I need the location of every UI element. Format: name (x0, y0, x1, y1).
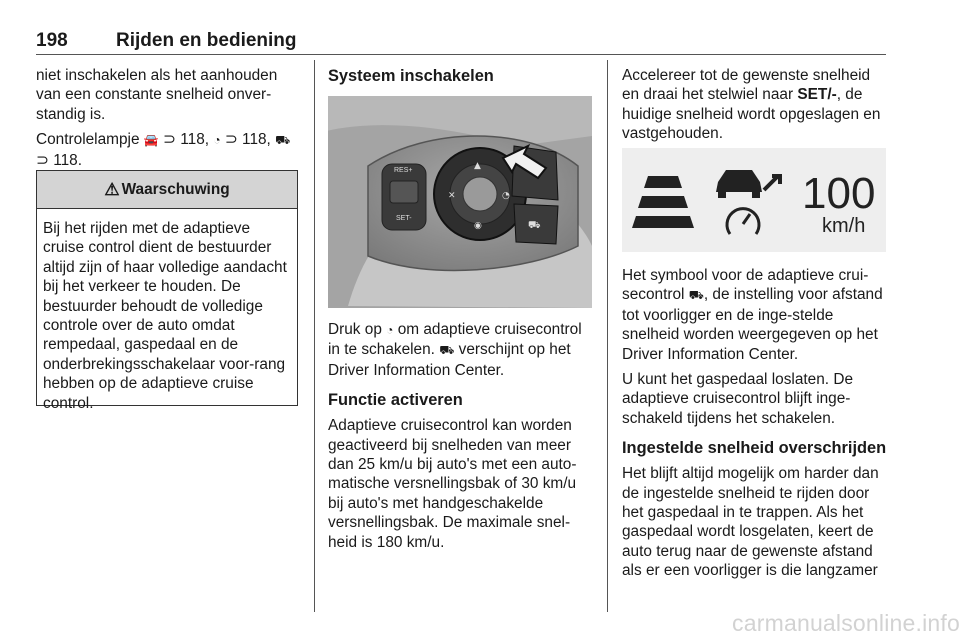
page-reference-arrow-icon: ⊃ (224, 131, 238, 149)
distance-bar-3 (632, 216, 694, 228)
column-2 (328, 66, 594, 92)
paragraph-accelerate: Accelereer tot de gewenste snelheid en draai het stelwiel naar SET/-, de huidige snelheid wordt opgeslagen en vastgehouden. (622, 67, 881, 143)
column-2-lower (328, 320, 594, 558)
page-reference-arrow-icon: ⊃ (163, 131, 176, 149)
heading-system-enable: Systeem inschakelen (328, 67, 494, 85)
cruise-control-icon: ◔ (213, 133, 221, 148)
paragraph-press-button: Druk op ◔ om adaptieve cruisecontrol in te schakelen. ⛟ verschijnt op het Driver Information Center. (328, 321, 582, 379)
adaptive-cruise-icon: ⛟ (439, 343, 455, 358)
svg-text:◔: ◔ (502, 191, 510, 201)
heading-exceed-speed: Ingestelde snelheid overschrijden (622, 439, 887, 458)
heading-activate-function: Functie activeren (328, 391, 463, 410)
paragraph-symbol-display: Het symbool voor de adaptieve crui-secontrol ⛟, de instelling voor afstand tot voorligger en de inge-stelde snelheid worden weergegeven op het Driver Information Center. (622, 267, 883, 363)
page-title: Rijden en bediening (116, 30, 297, 51)
paragraph-release-pedal: U kunt het gaspedaal loslaten. De adaptieve cruisecontrol blijft inge-schakeld tijdens het schakelen. (622, 371, 854, 427)
page-reference-arrow-icon: ⊃ (36, 151, 49, 169)
driver-information-display (622, 148, 886, 252)
svg-text:⛟: ⛟ (528, 220, 541, 231)
set-speed-value: 100 (802, 169, 876, 218)
svg-text:◉: ◉ (474, 221, 482, 231)
car-icon: 🚘 (143, 133, 159, 148)
adaptive-cruise-icon: ⛟ (275, 133, 291, 148)
warning-header (37, 171, 297, 209)
paragraph-exceed-speed: Het blijft altijd mogelijk om harder dan de ingestelde snelheid te rijden door het gaspedaal in te trappen. Als het gaspedaal wordt losgelaten, keert de auto terug naar de gewenste afstand als er een voorligger is die langzamer (622, 465, 879, 580)
speed-unit: km/h (822, 215, 866, 237)
res-label: RES+ (394, 167, 413, 174)
paragraph-intro: niet inschakelen als het aanhouden van een constante snelheid onver-standig is. (36, 67, 278, 123)
warning-title: Waarschuwing (121, 180, 230, 198)
set-minus-label: SET/- (797, 86, 837, 104)
distance-bar-2 (638, 196, 688, 208)
cruise-control-icon: ◔ (386, 323, 394, 337)
column-3-lower (622, 266, 890, 587)
column-divider-1 (314, 60, 315, 612)
steering-wheel-controls-illustration (328, 96, 592, 308)
warning-box (36, 170, 298, 412)
column-divider-2 (607, 60, 608, 612)
page-header (36, 30, 886, 52)
svg-text:▲: ▲ (474, 161, 481, 171)
paragraph-control-lamps: Controlelampje 🚘 ⊃ 118, ◔ ⊃ 118, ⛟ ⊃ 118. (36, 131, 291, 169)
page-number: 198 (36, 30, 68, 51)
column-3 (622, 66, 890, 150)
svg-text:✕: ✕ (448, 191, 456, 201)
warning-triangle-icon: ⚠ (104, 179, 120, 199)
steering-wheel-image (328, 96, 592, 308)
watermark: carmanualsonline.info (732, 610, 960, 636)
paragraph-activation-speed: Adaptieve cruisecontrol kan worden geactiveerd bij snelheden van meer dan 25 km/u bij auto's met een auto-matische versnellingsbak of 30 km/u bij auto's met handgeschakelde versnellingsbak. De maximale snel-heid is 180 km/u. (328, 417, 577, 551)
column-1 (36, 66, 300, 176)
set-label: SET- (396, 215, 412, 222)
adaptive-cruise-icon: ⛟ (688, 288, 704, 303)
cruise-display-illustration (622, 148, 886, 252)
distance-bar-1 (644, 176, 682, 188)
header-divider (36, 54, 886, 55)
adaptive-cruise-icon (716, 170, 780, 234)
warning-text: Bij het rijden met de adaptieve cruise control dient de bestuurder altijd zijn of haar volledige aandacht bij het verkeer te houden. De bestuurder behoudt de volledige controle over de auto omdat rempedaal, gaspedaal en de onderbrekingsschakelaar voor-rang hebben op de adaptieve cruise control. (43, 220, 287, 412)
